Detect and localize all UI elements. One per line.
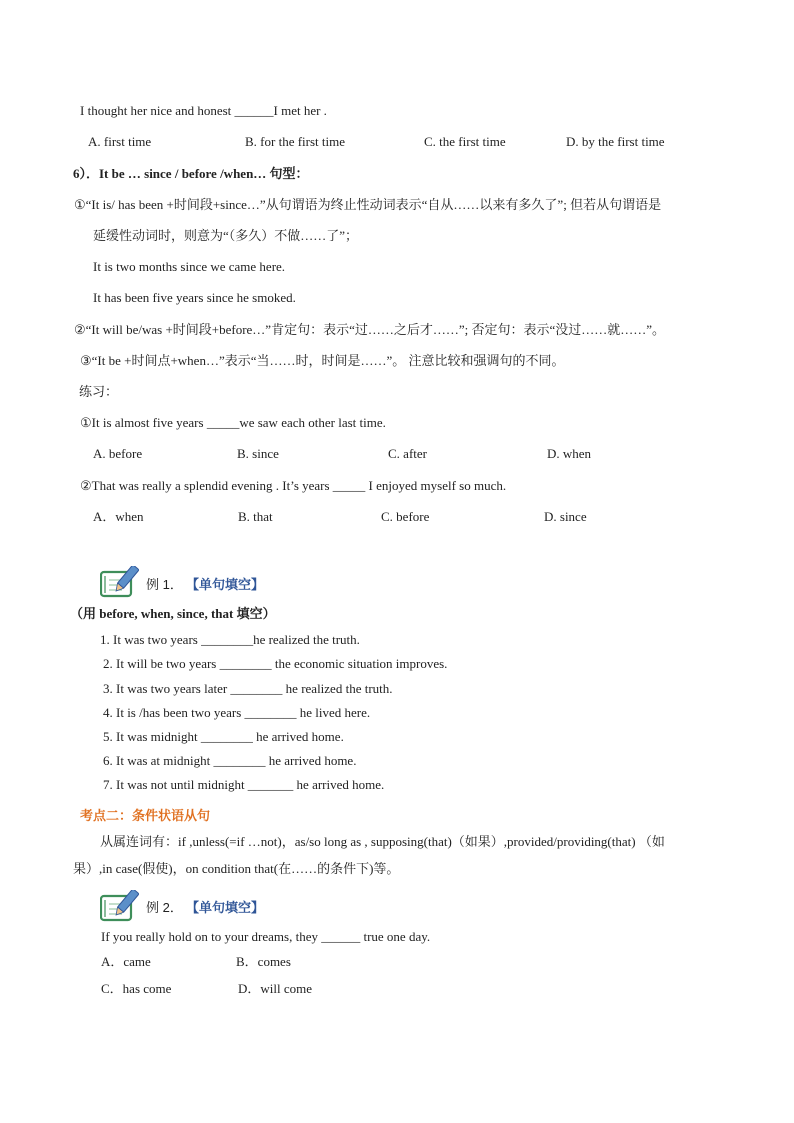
practice-q1-option-b: B. since	[237, 446, 279, 461]
rule-1-example-2: It has been five years since he smoked.	[93, 290, 296, 305]
example-2-option-b: B．comes	[236, 954, 291, 969]
q5-option-d: D. by the first time	[566, 134, 665, 149]
example-2-stem: If you really hold on to your dreams, they ______ true one day.	[101, 929, 431, 944]
practice-q1-option-c: C. after	[388, 446, 427, 461]
example-1-item-7: 7. It was not until midnight _______ he arrived home.	[103, 777, 385, 792]
example-1-item-1: 1. It was two years ________he realized the truth.	[100, 632, 360, 647]
example-2-option-a: A．came	[101, 954, 151, 969]
section-6-heading: 6）．It be … since / before /when… 句型：	[73, 166, 309, 181]
point-2-heading: 考点二：条件状语从句	[80, 808, 211, 823]
q5-option-b: B. for the first time	[245, 134, 346, 149]
practice-q2-option-a: A．when	[93, 509, 144, 524]
example-1-item-6: 6. It was at midnight ________ he arrived home.	[103, 753, 357, 768]
example-1-instruction: （用 before, when, since, that 填空）	[70, 606, 276, 621]
example-2-option-d: D．will come	[238, 981, 313, 996]
practice-label: 练习：	[79, 384, 119, 399]
rule-1-line-1: ①“It is/ has been +时间段+since…”从句谓语为终止性动词表示“自从……以来有多久了”; 但若从句谓语是	[74, 197, 662, 212]
practice-q2-option-b: B. that	[238, 509, 273, 524]
example-1-item-3: 3. It was two years later ________ he realized the truth.	[103, 681, 393, 696]
q5-option-a: A. first time	[88, 134, 152, 149]
rule-3: ③“It be +时间点+when…”表示“当……时，时间是……”。 注意比较和强调句的不同。	[80, 353, 565, 368]
example-2-label: 例 2．	[146, 900, 183, 915]
practice-q2-option-d: D. since	[544, 509, 587, 524]
rule-1-line-2: 延缓性动词时，则意为“（多久）不做……了”；	[93, 228, 359, 243]
notebook-pencil-icon	[100, 890, 142, 922]
example-2-tag: 【单句填空】	[186, 900, 265, 915]
example-1-item-5: 5. It was midnight ________ he arrived home.	[103, 729, 344, 744]
practice-q1-option-d: D. when	[547, 446, 592, 461]
q5-option-c: C. the first time	[424, 134, 506, 149]
notebook-pencil-icon	[100, 566, 142, 598]
practice-q2-option-c: C. before	[381, 509, 430, 524]
example-2-option-c: C．has come	[101, 981, 172, 996]
point-2-line-1: 从属连词有：if ,unless(=if …not)，as/so long as , supposing(that)（如果）,provided/providing(that) （如	[100, 834, 665, 849]
practice-q2-stem: ②That was really a splendid evening . It’s years _____ I enjoyed myself so much.	[80, 478, 507, 493]
example-1-item-2: 2. It will be two years ________ the economic situation improves.	[103, 656, 448, 671]
example-1-item-4: 4. It is /has been two years ________ he lived here.	[103, 705, 371, 720]
point-2-line-2: 果）,in case(假使)，on condition that(在……的条件下)等。	[73, 861, 400, 876]
rule-1-example-1: It is two months since we came here.	[93, 259, 286, 274]
practice-q1-option-a: A. before	[93, 446, 143, 461]
q5-stem: I thought her nice and honest ______I met her .	[80, 103, 327, 118]
example-1-label: 例 1．	[146, 577, 183, 592]
rule-2: ②“It will be/was +时间段+before…”肯定句：表示“过……之后才……”; 否定句：表示“没过……就……”。	[74, 322, 666, 337]
example-1-tag: 【单句填空】	[186, 577, 265, 592]
practice-q1-stem: ①It is almost five years _____we saw each other last time.	[80, 415, 386, 430]
